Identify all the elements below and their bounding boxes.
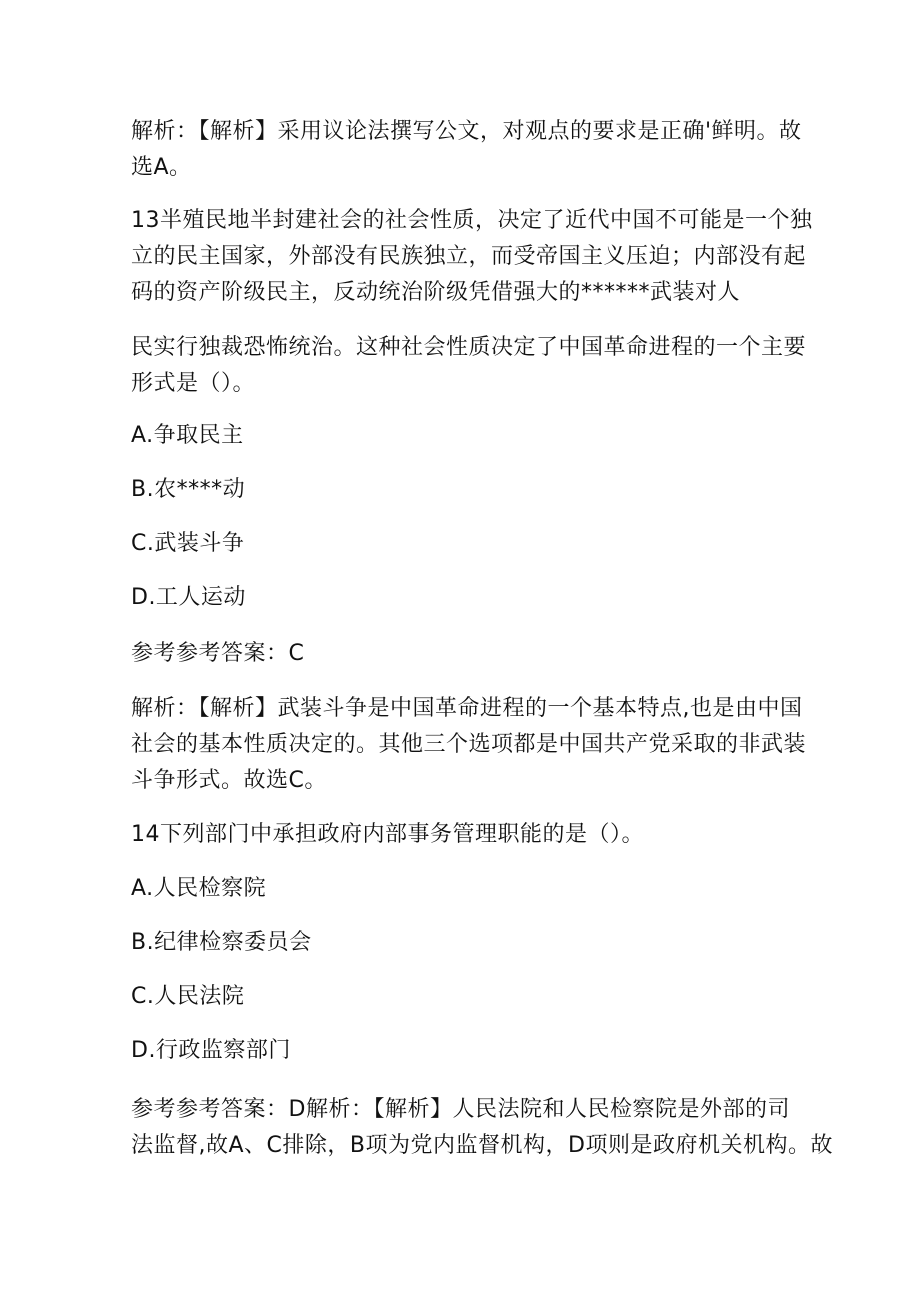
q13-option-c: C.武装斗争 <box>131 531 245 556</box>
q13-answer: 参考参考答案：C <box>131 641 305 666</box>
q14-answer-analysis <box>131 1092 833 1164</box>
text-line: 码的资产阶级民主，反动统治阶级凭借强大的******武装对人 <box>131 280 741 305</box>
analysis-q13 <box>131 691 807 799</box>
text-line: 选A。 <box>131 155 192 180</box>
text-line: 法监督,故A、C排除，B项为党内监督机构，D项则是政府机关机构。故 <box>131 1133 833 1158</box>
text-line: 解析：【解析】采用议论法撰写公文，对观点的要求是正确'鲜明。故 <box>131 119 802 144</box>
text-line: 立的民主国家，外部没有民族独立，而受帝国主义压迫；内部没有起 <box>131 244 807 269</box>
text-line: 解析：【解析】武装斗争是中国革命进程的一个基本特点,也是由中国 <box>131 696 803 721</box>
q14-option-a: A.人民检察院 <box>131 876 267 901</box>
question-14-stem: 14下列部门中承担政府内部事务管理职能的是（）。 <box>131 822 644 847</box>
analysis-q12 <box>131 114 801 186</box>
text-line: 民实行独裁恐怖统治。这种社会性质决定了中国革命进程的一个主要 <box>131 335 807 360</box>
text-line: 参考参考答案：D解析：【解析】人民法院和人民检察院是外部的司 <box>131 1097 790 1122</box>
text-line: 社会的基本性质决定的。其他三个选项都是中国共产党采取的非武装 <box>131 732 807 757</box>
q14-option-b: B.纪律检察委员会 <box>131 930 312 955</box>
q14-option-d: D.行政监察部门 <box>131 1038 291 1063</box>
question-13-stem <box>131 203 813 311</box>
text-line: 形式是（）。 <box>131 371 256 396</box>
q14-option-c: C.人民法院 <box>131 984 245 1009</box>
question-13-stem-continued <box>131 330 807 402</box>
text-line: 13半殖民地半封建社会的社会性质，决定了近代中国不可能是一个独 <box>131 208 813 233</box>
text-line: 斗争形式。故选C。 <box>131 768 327 793</box>
q13-option-d: D.工人运动 <box>131 585 246 610</box>
q13-option-b: B.农****动 <box>131 477 246 502</box>
q13-option-a: A.争取民主 <box>131 423 244 448</box>
